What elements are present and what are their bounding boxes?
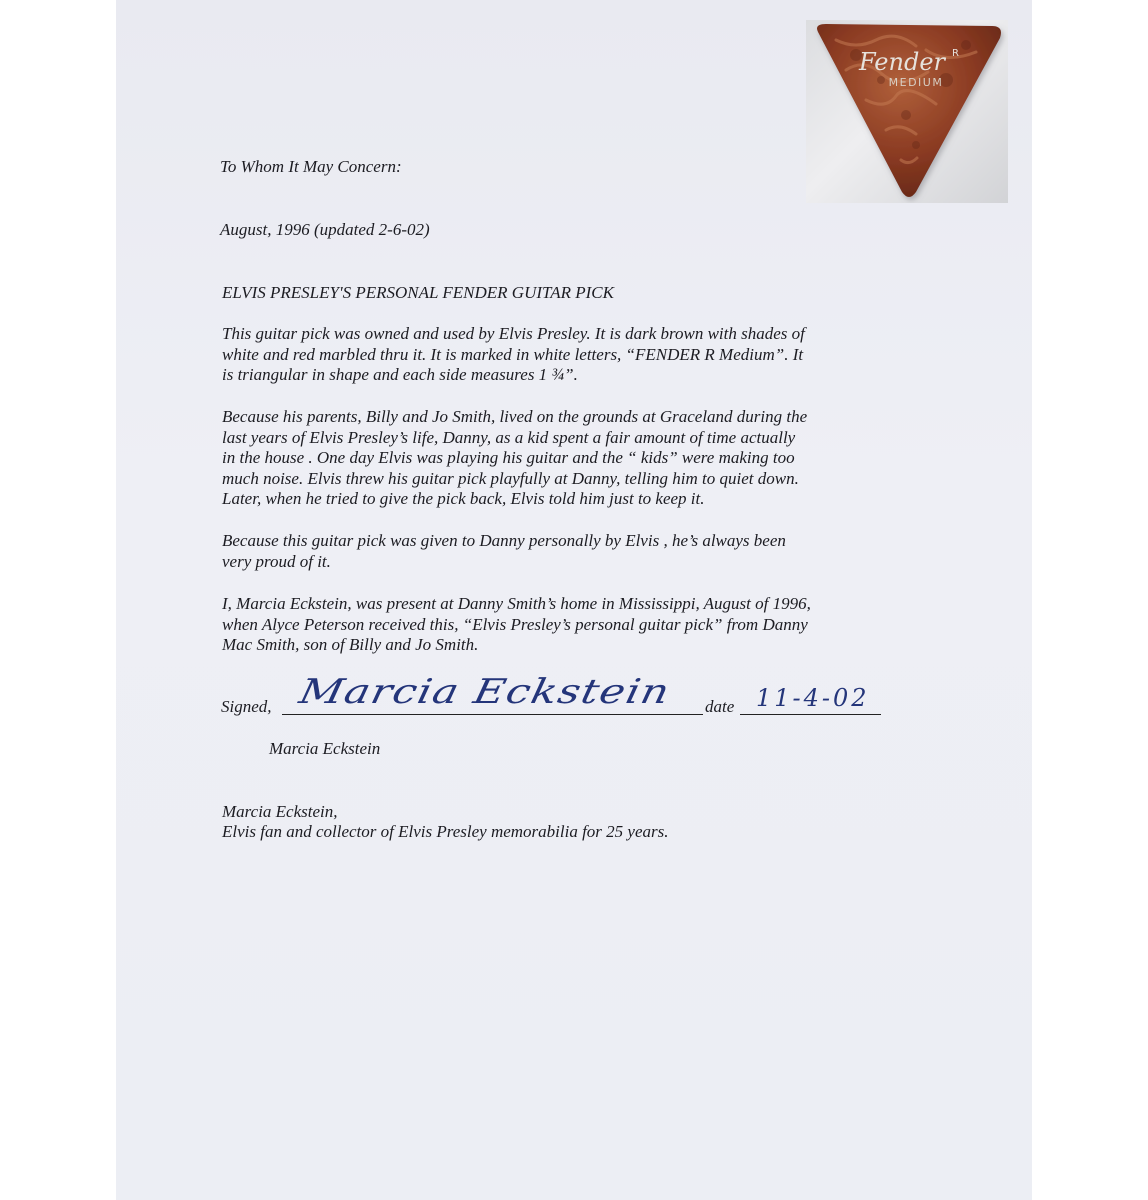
closing-title: Elvis fan and collector of Elvis Presley memorabilia for 25 years. [222, 822, 669, 841]
signed-label: Signed, [221, 697, 272, 716]
closing-name: Marcia Eckstein, [222, 802, 338, 821]
paragraph-line: is triangular in shape and each side measures 1 ¾”. [222, 365, 578, 384]
paragraph-3 [222, 531, 942, 572]
handwritten-date: 11-4-02 [756, 684, 870, 712]
paragraph-line: in the house . One day Elvis was playing his guitar and the “ kids” were making too [222, 448, 795, 467]
paragraph-4 [222, 594, 942, 656]
date-line-rule [740, 714, 881, 715]
paragraph-line: Because his parents, Billy and Jo Smith, lived on the grounds at Graceland during the [222, 407, 808, 426]
paragraph-line: white and red marbled thru it. It is marked in white letters, “FENDER R Medium”. It [222, 344, 804, 364]
paragraph-line: Because this guitar pick was given to Danny personally by Elvis , he’s always been [222, 531, 786, 550]
date-label: date [705, 697, 735, 716]
paragraph-line: This guitar pick was owned and used by Elvis Presley. It is dark brown with shades of [222, 324, 805, 343]
paragraph-line: much noise. Elvis threw his guitar pick playfully at Danny, telling him to quiet down. [222, 468, 799, 488]
pick-brand-logo: Fender [858, 48, 946, 76]
guitar-pick-image [806, 20, 1008, 203]
paragraph-line: I, Marcia Eckstein, was present at Danny Smith’s home in Mississippi, August of 1996, [222, 594, 811, 613]
pick-registered-mark: R [952, 48, 959, 59]
handwritten-signature: Marcia Eckstein [295, 672, 675, 712]
printed-name: Marcia Eckstein [269, 739, 381, 758]
paragraph-line: very proud of it. [222, 551, 331, 571]
signature-line [282, 714, 703, 715]
paragraph-2 [222, 407, 942, 510]
paragraph-line: when Alyce Peterson received this, “Elvis Presley’s personal guitar pick” from Danny [222, 614, 808, 634]
paragraph-line: Mac Smith, son of Billy and Jo Smith. [222, 635, 479, 654]
letter-heading: ELVIS PRESLEY'S PERSONAL FENDER GUITAR PICK [222, 283, 614, 302]
guitar-pick-photo [806, 20, 1008, 203]
paragraph-line: Later, when he tried to give the pick back, Elvis told him just to keep it. [222, 489, 705, 508]
paragraph-line: last years of Elvis Presley’s life, Danny, as a kid spent a fair amount of time actually [222, 427, 796, 447]
salutation: To Whom It May Concern: [220, 157, 402, 176]
paragraph-1 [222, 324, 942, 386]
date-line: August, 1996 (updated 2-6-02) [220, 220, 430, 239]
pick-gauge-label: MEDIUM [888, 76, 944, 89]
